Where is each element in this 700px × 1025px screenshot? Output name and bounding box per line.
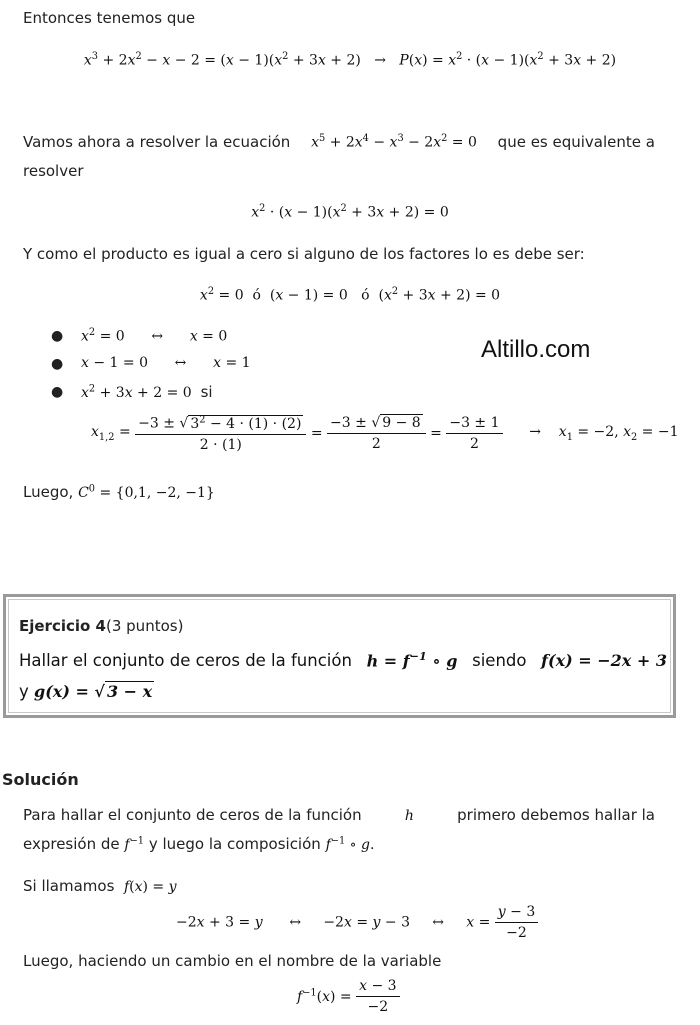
watermark-logo: Altillo.com xyxy=(481,336,591,363)
solution-line1-end: primero debemos hallar la xyxy=(457,806,655,824)
solution-line2: expresión de $f^{-1}$ y luego la composición $f^{-1}$ ∘ g. xyxy=(23,835,375,853)
bullet-dot: ● xyxy=(51,384,64,400)
conclusion: Luego, $C^0 = \{0,1$, −2, −1} xyxy=(23,483,215,501)
or-word: ó xyxy=(361,287,370,304)
exercise-box xyxy=(3,594,676,718)
equation-intro xyxy=(23,133,655,151)
exercise-line2 xyxy=(19,682,154,701)
factorization-equation: $x^3 + 2x^2 - x - 2 = (x - 1)(x^2 + 3x + 2) \to P(x) = x^2 \cdot (x - 1)(x^2 + 3x + 2)$ xyxy=(83,51,617,69)
equation-intro-end: que es equivalente a xyxy=(497,133,655,151)
product-equation: $x^2 \cdot (x - 1)(x^2 + 3x + 2) = 0$ xyxy=(251,203,449,221)
y-word: y xyxy=(19,682,29,701)
f-definition: f(x) = −2x + 3 xyxy=(541,651,667,671)
quadratic-formula: $x_{1,2}$ = $\frac{-3 \pm √ 3^2 - 4 \cdot (1) \cdot (2)}{2 \cdot (1)}$ = $\frac{-3 \pm √ 9 - 8}{2}$ = $\frac{-3 \pm 1}{2}$ → $x_1 = -2$, $x_2 = -1$ xyxy=(91,414,679,453)
g-definition: g(x) = √ 3 − x xyxy=(34,682,153,701)
bullet-dot: ● xyxy=(51,356,64,372)
polynomial-equation: $x^5 + 2x^4 - x^3 - 2x^2 = 0$ xyxy=(311,133,477,151)
siendo-word: siendo xyxy=(472,651,527,671)
case-3: $x^2 + 3x + 2 = 0$ si xyxy=(81,383,213,401)
solution-line2-mid: y luego la composición xyxy=(148,835,321,853)
exercise-points: (3 puntos) xyxy=(106,617,184,635)
exercise-title xyxy=(19,617,183,635)
case-1: $x^2 = 0$ ↔ x = 0 xyxy=(81,327,228,345)
or-word: ó xyxy=(252,287,261,304)
h-definition: $h = f^{-1}$ ∘ g xyxy=(366,649,458,671)
si-word: si xyxy=(200,383,213,401)
solution-heading: Solución xyxy=(2,770,79,789)
resolver-text: resolver xyxy=(23,162,84,180)
luego-word: Luego, xyxy=(23,483,74,501)
case-2: x − 1 = 0 ↔ x = 1 xyxy=(81,355,251,371)
solution-line2-start: expresión de xyxy=(23,835,120,853)
inverse-derivation: −2x + 3 = y ↔ −2x = y − 3 ↔ x = $\frac{y - 3}{-2}$ xyxy=(176,904,538,941)
inverse-function: $f^{-1}(x)$ = $\frac{x - 3}{-2}$ xyxy=(297,978,400,1015)
exercise-statement xyxy=(19,649,667,670)
exercise-line1: Hallar el conjunto de ceros de la función xyxy=(19,651,352,671)
exercise-number: Ejercicio 4 xyxy=(19,617,106,635)
si-llamamos: Si llamamos xyxy=(23,877,115,895)
solution-line1-start: Para hallar el conjunto de ceros de la función xyxy=(23,806,362,824)
solution-line4: Luego, haciendo un cambio en el nombre de la variable xyxy=(23,952,442,970)
cases-equation: $x^2 = 0$ ó (x − 1) = 0 ó $(x^2 + 3x + 2) = 0$ xyxy=(199,286,501,304)
intro-text: Entonces tenemos que xyxy=(23,9,196,27)
solution-line1: Para hallar el conjunto de ceros de la función h primero debemos hallar la xyxy=(23,806,655,824)
equation-intro-start: Vamos ahora a resolver la ecuación xyxy=(23,133,291,151)
solution-line3: Si llamamos f(x) = y xyxy=(23,877,177,895)
zero-product-text: Y como el producto es igual a cero si alguno de los factores lo es debe ser: xyxy=(23,245,585,263)
bullet-dot: ● xyxy=(51,328,64,344)
